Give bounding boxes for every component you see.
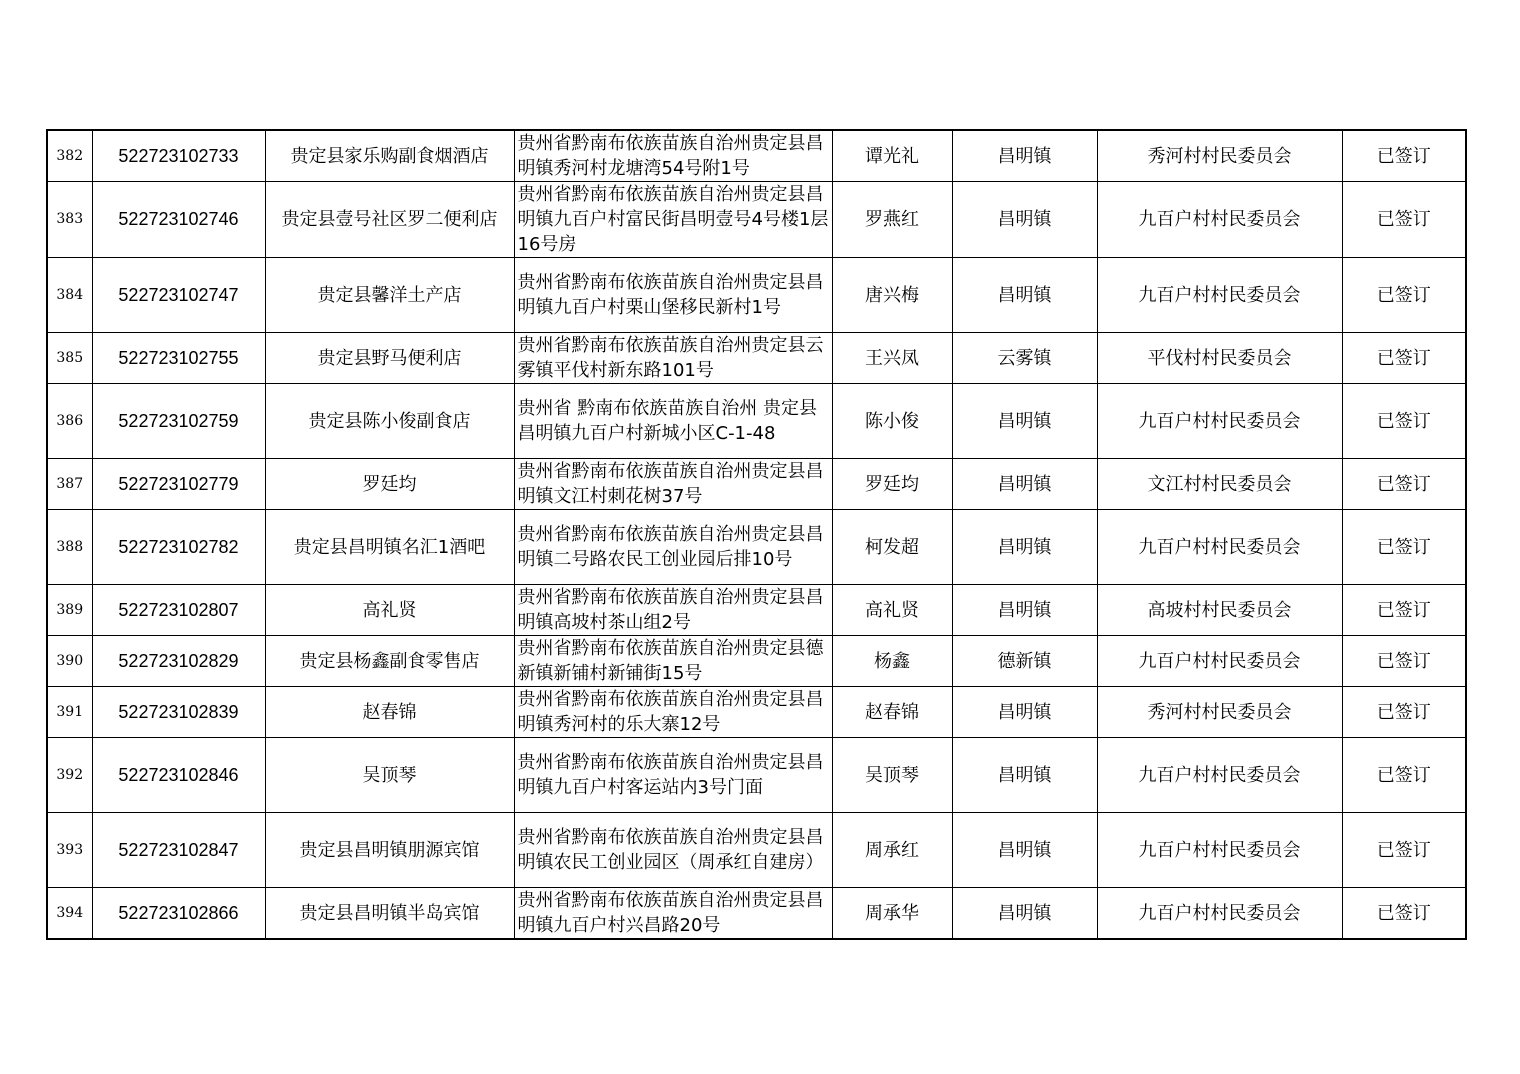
license-code: 522723102733	[92, 130, 265, 182]
shop-address: 贵州省黔南布依族苗族自治州贵定县昌明镇文江村刺花树37号	[514, 459, 832, 510]
sign-status: 已签订	[1342, 384, 1466, 459]
table-row	[47, 813, 1466, 888]
shop-address: 贵州省黔南布依族苗族自治州贵定县昌明镇秀河村龙塘湾54号附1号	[514, 130, 832, 182]
row-number: 388	[47, 510, 92, 585]
license-code: 522723102755	[92, 333, 265, 384]
village-committee: 秀河村村民委员会	[1097, 687, 1342, 738]
shop-address: 贵州省黔南布依族苗族自治州贵定县昌明镇九百户村客运站内3号门面	[514, 738, 832, 813]
owner-name: 唐兴梅	[832, 258, 952, 333]
town-name: 昌明镇	[952, 813, 1097, 888]
sign-status: 已签订	[1342, 813, 1466, 888]
shop-name: 赵春锦	[265, 687, 514, 738]
sign-status: 已签订	[1342, 182, 1466, 258]
owner-name: 赵春锦	[832, 687, 952, 738]
shop-name: 贵定县家乐购副食烟酒店	[265, 130, 514, 182]
row-number: 393	[47, 813, 92, 888]
license-code: 522723102839	[92, 687, 265, 738]
row-number: 390	[47, 636, 92, 687]
row-number: 386	[47, 384, 92, 459]
table-row	[47, 888, 1466, 940]
sign-status: 已签订	[1342, 459, 1466, 510]
sign-status: 已签订	[1342, 130, 1466, 182]
table-row	[47, 510, 1466, 585]
row-number: 385	[47, 333, 92, 384]
shop-address: 贵州省黔南布依族苗族自治州贵定县昌明镇农民工创业园区（周承红自建房）	[514, 813, 832, 888]
owner-name: 谭光礼	[832, 130, 952, 182]
records-table	[46, 129, 1467, 940]
shop-address: 贵州省黔南布依族苗族自治州贵定县昌明镇二号路农民工创业园后排10号	[514, 510, 832, 585]
license-code: 522723102746	[92, 182, 265, 258]
shop-name: 贵定县馨洋土产店	[265, 258, 514, 333]
shop-address: 贵州省黔南布依族苗族自治州贵定县昌明镇九百户村兴昌路20号	[514, 888, 832, 940]
owner-name: 罗燕红	[832, 182, 952, 258]
shop-name: 贵定县陈小俊副食店	[265, 384, 514, 459]
license-code: 522723102807	[92, 585, 265, 636]
shop-name: 罗廷均	[265, 459, 514, 510]
table-row	[47, 687, 1466, 738]
shop-address: 贵州省黔南布依族苗族自治州贵定县昌明镇九百户村栗山堡移民新村1号	[514, 258, 832, 333]
village-committee: 九百户村村民委员会	[1097, 510, 1342, 585]
table-row	[47, 333, 1466, 384]
shop-address: 贵州省黔南布依族苗族自治州贵定县昌明镇秀河村的乐大寨12号	[514, 687, 832, 738]
table-row	[47, 384, 1466, 459]
table-row	[47, 738, 1466, 813]
owner-name: 周承华	[832, 888, 952, 940]
village-committee: 九百户村村民委员会	[1097, 813, 1342, 888]
village-committee: 文江村村民委员会	[1097, 459, 1342, 510]
shop-name: 吴顶琴	[265, 738, 514, 813]
table-row	[47, 130, 1466, 182]
owner-name: 高礼贤	[832, 585, 952, 636]
shop-address: 贵州省黔南布依族苗族自治州贵定县昌明镇高坡村茶山组2号	[514, 585, 832, 636]
sign-status: 已签订	[1342, 585, 1466, 636]
shop-address: 贵州省黔南布依族苗族自治州贵定县云雾镇平伐村新东路101号	[514, 333, 832, 384]
owner-name: 罗廷均	[832, 459, 952, 510]
town-name: 昌明镇	[952, 182, 1097, 258]
town-name: 昌明镇	[952, 687, 1097, 738]
village-committee: 九百户村村民委员会	[1097, 182, 1342, 258]
town-name: 昌明镇	[952, 130, 1097, 182]
town-name: 昌明镇	[952, 738, 1097, 813]
village-committee: 九百户村村民委员会	[1097, 738, 1342, 813]
town-name: 昌明镇	[952, 258, 1097, 333]
sign-status: 已签订	[1342, 510, 1466, 585]
town-name: 昌明镇	[952, 510, 1097, 585]
table-row	[47, 182, 1466, 258]
village-committee: 九百户村村民委员会	[1097, 384, 1342, 459]
license-code: 522723102759	[92, 384, 265, 459]
row-number: 387	[47, 459, 92, 510]
shop-name: 贵定县昌明镇朋源宾馆	[265, 813, 514, 888]
table-row	[47, 459, 1466, 510]
license-code: 522723102846	[92, 738, 265, 813]
sign-status: 已签订	[1342, 333, 1466, 384]
shop-name: 高礼贤	[265, 585, 514, 636]
row-number: 384	[47, 258, 92, 333]
town-name: 云雾镇	[952, 333, 1097, 384]
sign-status: 已签订	[1342, 687, 1466, 738]
shop-name: 贵定县昌明镇半岛宾馆	[265, 888, 514, 940]
shop-address: 贵州省黔南布依族苗族自治州贵定县德新镇新铺村新铺街15号	[514, 636, 832, 687]
town-name: 昌明镇	[952, 888, 1097, 940]
license-code: 522723102782	[92, 510, 265, 585]
license-code: 522723102747	[92, 258, 265, 333]
village-committee: 秀河村村民委员会	[1097, 130, 1342, 182]
owner-name: 柯发超	[832, 510, 952, 585]
shop-address: 贵州省 黔南布依族苗族自治州 贵定县昌明镇九百户村新城小区C-1-48	[514, 384, 832, 459]
sign-status: 已签订	[1342, 888, 1466, 940]
shop-name: 贵定县昌明镇名汇1酒吧	[265, 510, 514, 585]
shop-name: 贵定县杨鑫副食零售店	[265, 636, 514, 687]
row-number: 391	[47, 687, 92, 738]
row-number: 392	[47, 738, 92, 813]
license-code: 522723102847	[92, 813, 265, 888]
sign-status: 已签订	[1342, 738, 1466, 813]
row-number: 382	[47, 130, 92, 182]
license-code: 522723102829	[92, 636, 265, 687]
license-code: 522723102866	[92, 888, 265, 940]
owner-name: 周承红	[832, 813, 952, 888]
shop-address: 贵州省黔南布依族苗族自治州贵定县昌明镇九百户村富民街昌明壹号4号楼1层16号房	[514, 182, 832, 258]
row-number: 394	[47, 888, 92, 940]
owner-name: 吴顶琴	[832, 738, 952, 813]
sign-status: 已签订	[1342, 258, 1466, 333]
row-number: 383	[47, 182, 92, 258]
table-row	[47, 585, 1466, 636]
sign-status: 已签订	[1342, 636, 1466, 687]
owner-name: 王兴凤	[832, 333, 952, 384]
town-name: 德新镇	[952, 636, 1097, 687]
village-committee: 九百户村村民委员会	[1097, 636, 1342, 687]
village-committee: 九百户村村民委员会	[1097, 258, 1342, 333]
village-committee: 平伐村村民委员会	[1097, 333, 1342, 384]
table-row	[47, 636, 1466, 687]
shop-name: 贵定县野马便利店	[265, 333, 514, 384]
town-name: 昌明镇	[952, 585, 1097, 636]
shop-name: 贵定县壹号社区罗二便利店	[265, 182, 514, 258]
table-row	[47, 258, 1466, 333]
row-number: 389	[47, 585, 92, 636]
license-code: 522723102779	[92, 459, 265, 510]
town-name: 昌明镇	[952, 384, 1097, 459]
owner-name: 杨鑫	[832, 636, 952, 687]
town-name: 昌明镇	[952, 459, 1097, 510]
owner-name: 陈小俊	[832, 384, 952, 459]
village-committee: 高坡村村民委员会	[1097, 585, 1342, 636]
village-committee: 九百户村村民委员会	[1097, 888, 1342, 940]
